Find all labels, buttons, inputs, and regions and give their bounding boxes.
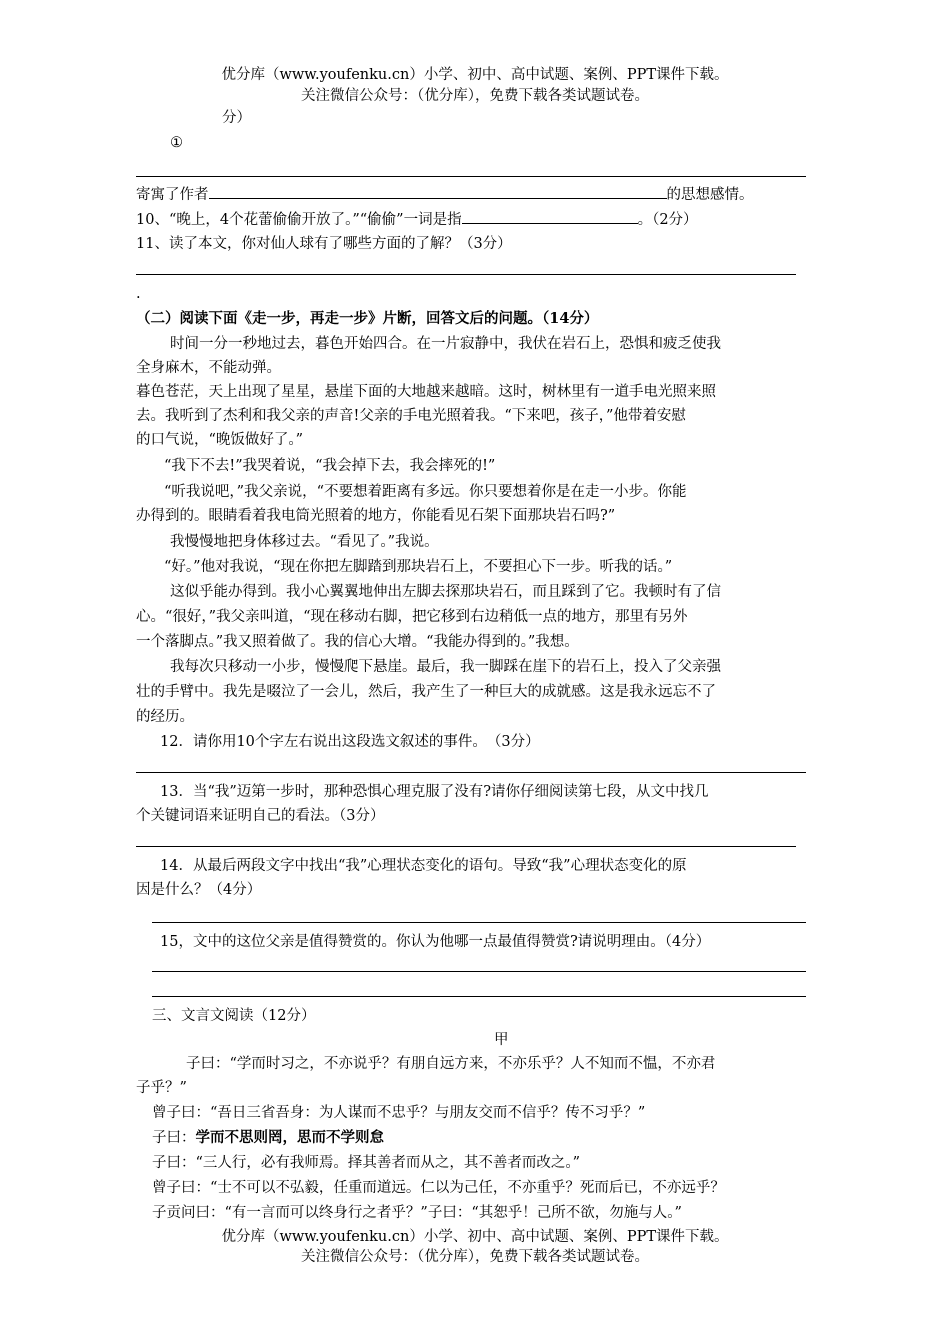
footer-line-2: 关注微信公众号：（优分库），免费下载各类试题试卷。 [301,1249,649,1265]
score-fragment: 分） [222,110,251,126]
classical-line: 曾子曰：“士不可以不弘毅，任重而道远。仁以为己任，不亦重乎？死而后已，不亦远乎？ [152,1180,725,1196]
answer-line [136,274,796,275]
classical-line: 曾子曰：“吾日三省吾身：为人谋而不忠乎？与朋友交而不信乎？传不习乎？” [152,1105,646,1121]
passage-line: 壮的手臂中。我先是啜泣了一会儿，然后，我产生了一种巨大的成就感。这是我永远忘不了 [136,684,716,700]
circle-one-marker: ① [170,135,183,151]
part-3-heading: 三、文言文阅读（12分） [152,1008,316,1024]
question-15: 15，文中的这位父亲是值得赞赏的。你认为他哪一点最值得赞赏?请说明理由。（4分） [160,934,711,950]
classical-line-bold: 学而不思则罔，思而不学则怠 [195,1130,384,1146]
header-line-1: 优分库（www.youfenku.cn）小学、初中、高中试题、案例、PPT课件下载。 [221,67,729,83]
classical-line: 子曰：“三人行，必有我师焉。择其善者而从之，其不善者而改之。” [152,1155,581,1171]
answer-line [152,922,806,923]
passage-line: 暮色苍茫，天上出现了星星，悬崖下面的大地越来越暗。这时，树林里有一道手电光照来照 [136,384,716,400]
question-12: 12．请你用10个字左右说出这段选文叙述的事件。 （3分） [160,734,540,750]
question-14-line-2: 因是什么？（4分） [136,882,262,898]
passage-line: 我每次只移动一小步，慢慢爬下悬崖。最后，我一脚踩在崖下的岩石上，投入了父亲强 [170,659,721,675]
passage-line: 这似乎能办得到。我小心翼翼地伸出左脚去探那块岩石，而且踩到了它。我顿时有了信 [170,584,721,600]
passage-line: 的经历。 [136,709,194,725]
passage-line: 时间一分一秒地过去，暮色开始四合。在一片寂静中，我伏在岩石上，恐惧和疲乏使我 [170,336,721,352]
passage-line: 的口气说，“晚饭做好了。” [136,432,304,448]
answer-line [136,846,796,847]
q10-suffix: 。（2分） [637,212,698,228]
answer-line [136,772,806,773]
header-line-2: 关注微信公众号：（优分库），免费下载各类试题试卷。 [301,88,649,104]
passage-line: 办得到的。眼睛看着我电筒光照着的地方，你能看见石架下面那块岩石吗?” [136,508,616,524]
question-11: 11、读了本文，你对仙人球有了哪些方面的了解？（3分） [136,236,512,252]
text-jia-label: 甲 [494,1032,509,1048]
passage-line: 去。我听到了杰利和我父亲的声音!父亲的手电光照着我。“下来吧，孩子，”他带着安慰 [136,408,686,424]
passage-line: 我慢慢地把身体移过去。“看见了。”我说。 [170,534,439,550]
classical-line: 子曰：“学而时习之，不亦说乎？有朋自远方来，不亦乐乎？人不知而不愠，不亦君 [186,1056,716,1072]
passage-line: “好。”他对我说，“现在你把左脚踏到那块岩石上，不要担心下一步。听我的话。” [164,559,673,575]
q9-suffix: 的思想感情。 [666,187,754,203]
q9-prefix: 寄寓了作者 [136,187,209,203]
passage-line: 一个落脚点。”我又照着做了。我的信心大增。“我能办得到的。”我想。 [136,634,579,650]
passage-line: 全身麻木，不能动弹。 [136,360,281,376]
question-14-line-1: 14．从最后两段文字中找出“我”心理状态变化的语句。导致“我”心理状态变化的原 [160,858,687,874]
passage-line: “听我说吧，”我父亲说，“不要想着距离有多远。你只要想着你是在走一小步。你能 [164,484,687,500]
question-10 [136,209,698,230]
classical-line [152,1128,384,1148]
passage-line: “我下不去!”我哭着说，“我会掉下去，我会摔死的!” [164,458,496,474]
classical-line: 子乎？” [136,1080,187,1096]
answer-line [136,176,806,177]
q10-blank [462,209,638,224]
classical-line-prefix: 子曰： [152,1130,196,1146]
question-13-line-2: 个关键词语来证明自己的看法。（3分） [136,808,385,824]
passage-line: 心。“很好，”我父亲叫道，“现在移动右脚，把它移到右边稍低一点的地方，那里有另外 [136,609,688,625]
answer-line [152,996,806,997]
classical-line: 子贡问曰：“有一言而可以终身行之者乎？”子曰：“其恕乎！己所不欲，勿施与人。” [152,1205,682,1221]
question-13-line-1: 13．当“我”迈第一步时，那种恐惧心理克服了没有?请你仔细阅读第七段，从文中找几 [160,784,709,800]
answer-line [152,971,806,972]
footer-line-1: 优分库（www.youfenku.cn）小学、初中、高中试题、案例、PPT课件下载。 [221,1229,729,1245]
q9-blank [209,184,667,199]
part-2-heading: （二）阅读下面《走一步，再走一步》片断，回答文后的问题。（14分） [136,310,599,327]
q10-prefix: 10、“晚上，4个花蕾偷偷开放了。”“偷偷”一词是指 [136,212,462,228]
stray-dot: . [136,286,141,302]
question-9-line [136,184,754,205]
